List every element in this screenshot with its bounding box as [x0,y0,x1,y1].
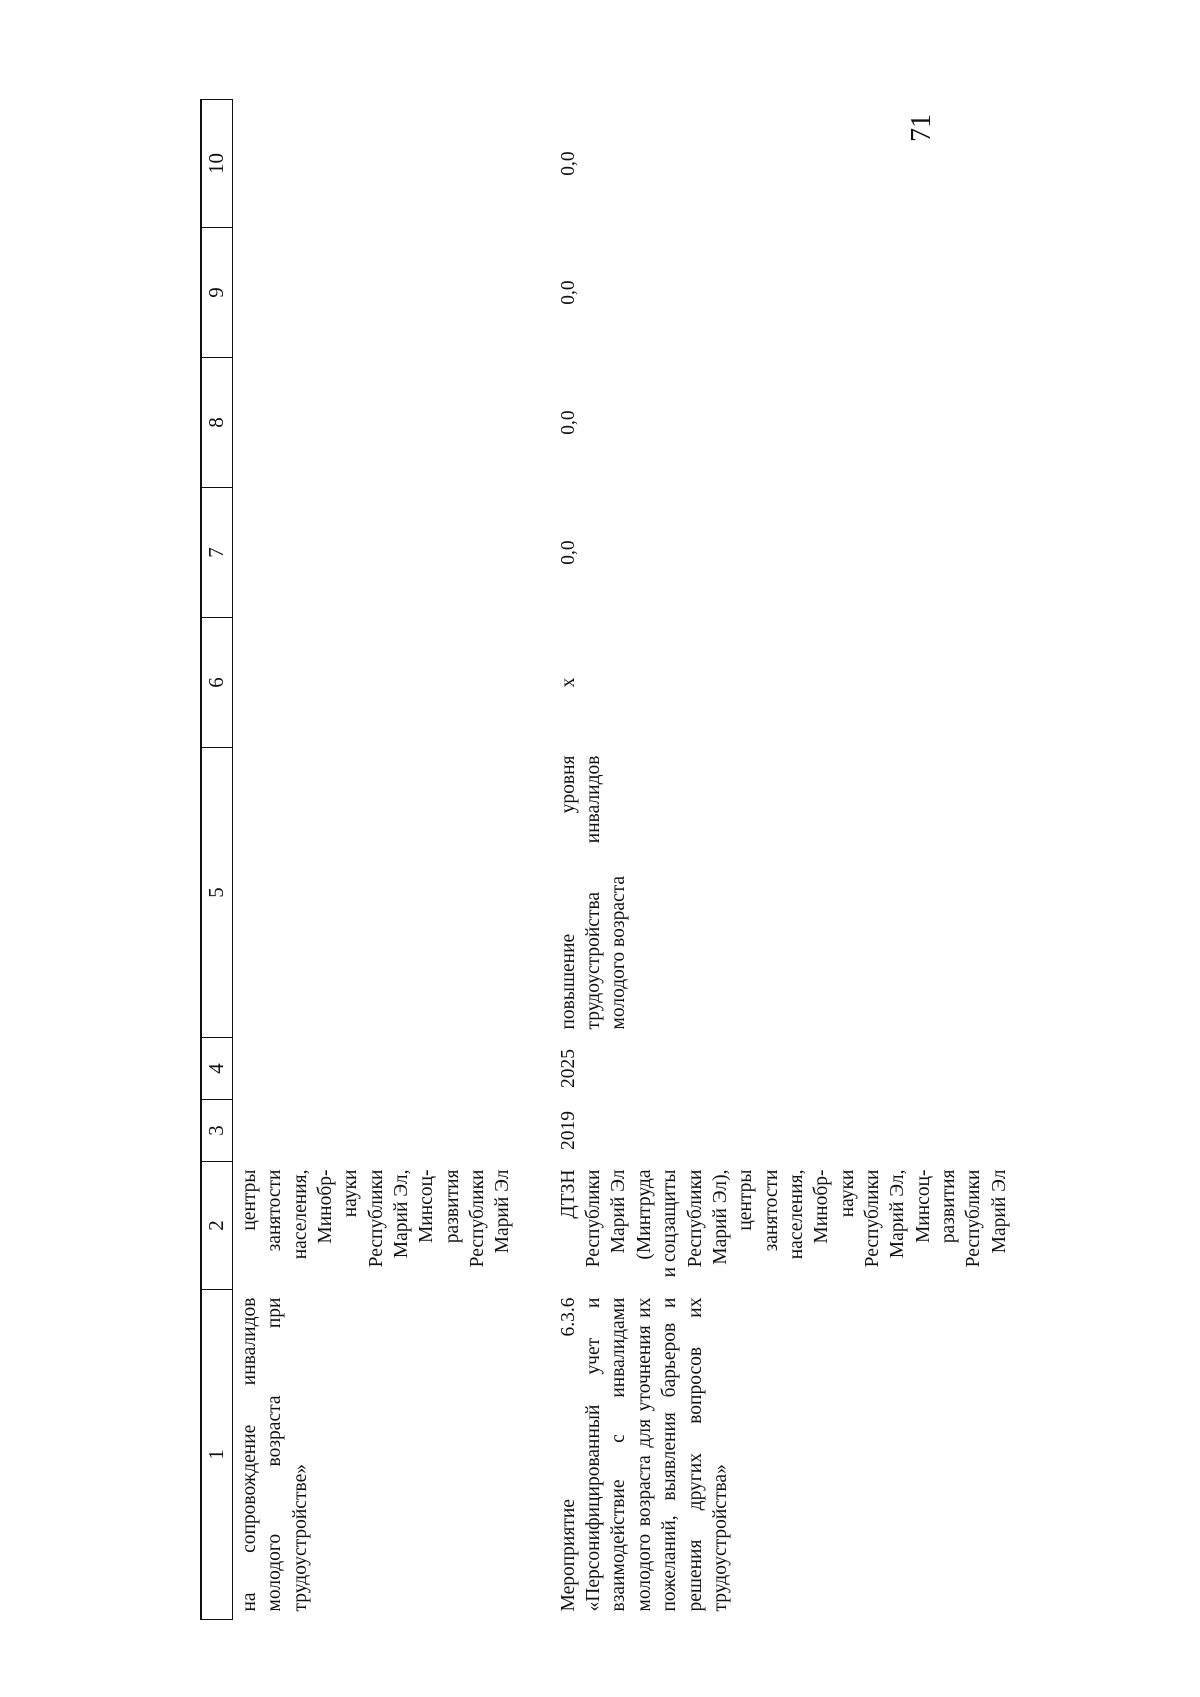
header-row [201,100,233,1620]
start-year [233,1100,552,1162]
cell-col8: 0,0 [557,410,579,435]
program-table [200,99,1048,1620]
column-header: 10 [201,100,233,228]
executor: центры занятости населения, Минобр- науки Республики Марий Эл, Минсоц- развития Республики Марий Эл [239,1169,514,1268]
cell-col7 [233,488,552,618]
cell-col9 [233,228,552,358]
column-header: 9 [201,228,233,358]
column-header: 2 [201,1162,233,1290]
start-year: 2019 [557,1111,579,1150]
measure-name: на сопровождение инвалидов молодого возраста при трудоустройстве» [239,1297,311,1612]
cell-col10: 0,0 [557,151,579,176]
cell-col6 [233,618,552,748]
measure-name: Мероприятие 6.3.6 «Персонифицированный учет и взаимодействие с инвалидами молодого возраста для уточнения их пожеланий, выявления барьеров и решения других вопросов их трудоустройства» [557,1297,731,1612]
cell-col8 [233,358,552,488]
column-header: 1 [201,1290,233,1620]
column-header: 8 [201,358,233,488]
executor: ДТЗН Республики Марий Эл (Минтруда и соцзащиты Республики Марий Эл), центры занятости населения, Минобр- науки Республики Марий Эл, Минсоц- развития Республики Марий Эл [557,1169,1010,1278]
column-header: 4 [201,1038,233,1100]
cell-col6: x [557,677,579,688]
expected-result: повышение уровня трудоустройства инвалидов молодого возраста [557,755,630,1030]
table-row [233,100,552,1620]
cell-col9: 0,0 [557,280,579,305]
expected-result [233,748,552,1038]
end-year: 2025 [557,1049,579,1088]
cell-col10 [233,100,552,228]
column-header: 3 [201,1100,233,1162]
column-header: 6 [201,618,233,748]
column-header: 5 [201,748,233,1038]
column-header: 7 [201,488,233,618]
table-row [552,100,1048,1620]
end-year [233,1038,552,1100]
page-number: 71 [906,114,937,142]
rotated-landscape-page [200,100,1060,1620]
cell-col7: 0,0 [557,540,579,565]
